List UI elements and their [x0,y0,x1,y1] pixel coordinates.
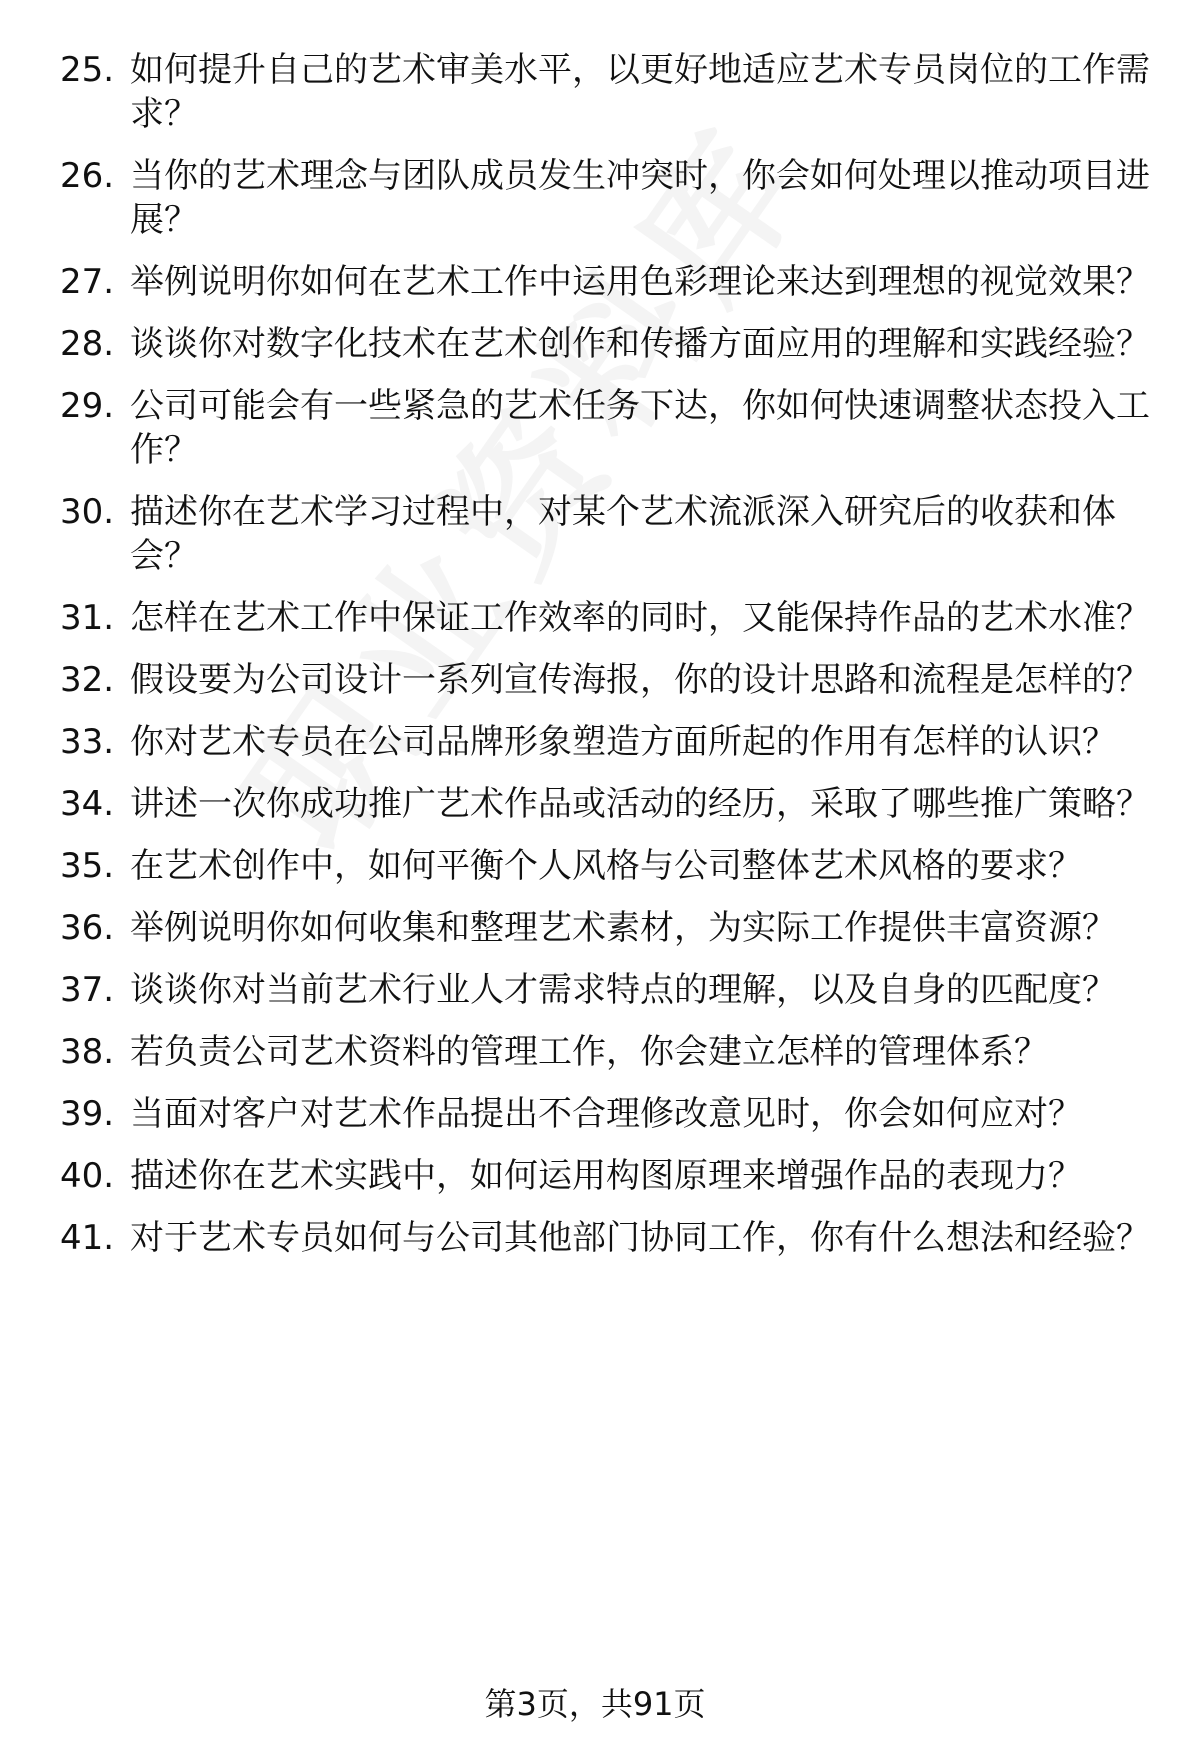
question-item [60,1216,1150,1260]
question-text: 怎样在艺术工作中保证工作效率的同时，又能保持作品的艺术水准？ [130,598,1150,638]
question-number: 40. [60,1156,115,1196]
question-text: 假设要为公司设计一系列宣传海报，你的设计思路和流程是怎样的？ [130,660,1150,700]
question-number: 33. [60,722,115,762]
question-number: 38. [60,1032,115,1072]
question-number: 27. [60,262,115,302]
question-number: 36. [60,908,115,948]
question-text: 当面对客户对艺术作品提出不合理修改意见时，你会如何应对？ [130,1094,1082,1134]
question-text: 公司可能会有一些紧急的艺术任务下达，你如何快速调整状态投入工作？ [130,386,1150,470]
question-item [60,260,1150,304]
question-item [60,658,1150,702]
question-item [60,490,1150,578]
question-text: 讲述一次你成功推广艺术作品或活动的经历，采取了哪些推广策略？ [130,784,1150,824]
question-text: 描述你在艺术学习过程中，对某个艺术流派深入研究后的收获和体会？ [130,492,1116,576]
question-item [60,782,1150,826]
question-number: 32. [60,660,115,700]
question-item [60,1092,1150,1136]
question-number: 29. [60,386,115,426]
question-text: 当你的艺术理念与团队成员发生冲突时，你会如何处理以推动项目进展？ [130,156,1150,240]
question-number: 39. [60,1094,115,1134]
question-number: 28. [60,324,115,364]
question-number: 37. [60,970,115,1010]
question-number: 26. [60,156,115,196]
question-item [60,596,1150,640]
question-number: 35. [60,846,115,886]
question-text: 描述你在艺术实践中，如何运用构图原理来增强作品的表现力？ [130,1156,1082,1196]
question-text: 对于艺术专员如何与公司其他部门协同工作，你有什么想法和经验？ [130,1218,1150,1258]
question-text: 在艺术创作中，如何平衡个人风格与公司整体艺术风格的要求？ [130,846,1082,886]
question-text: 如何提升自己的艺术审美水平，以更好地适应艺术专员岗位的工作需求？ [130,50,1150,134]
question-item [60,384,1150,472]
question-text: 举例说明你如何收集和整理艺术素材，为实际工作提供丰富资源？ [130,908,1116,948]
question-item [60,48,1150,136]
question-text: 谈谈你对数字化技术在艺术创作和传播方面应用的理解和实践经验？ [130,324,1150,364]
question-text: 你对艺术专员在公司品牌形象塑造方面所起的作用有怎样的认识？ [130,722,1116,762]
question-text: 谈谈你对当前艺术行业人才需求特点的理解，以及自身的匹配度？ [130,970,1116,1010]
question-number: 41. [60,1218,115,1258]
question-list [60,48,1150,1278]
question-number: 30. [60,492,115,532]
question-item [60,968,1150,1012]
question-item [60,1154,1150,1198]
question-number: 31. [60,598,115,638]
question-item [60,844,1150,888]
question-item [60,906,1150,950]
page-footer: 第3页，共91页 [484,1685,706,1723]
question-item [60,720,1150,764]
question-text: 若负责公司艺术资料的管理工作，你会建立怎样的管理体系？ [130,1032,1048,1072]
question-item [60,154,1150,242]
question-item [60,322,1150,366]
question-number: 34. [60,784,115,824]
question-item [60,1030,1150,1074]
question-number: 25. [60,50,115,90]
question-text: 举例说明你如何在艺术工作中运用色彩理论来达到理想的视觉效果？ [130,262,1150,302]
